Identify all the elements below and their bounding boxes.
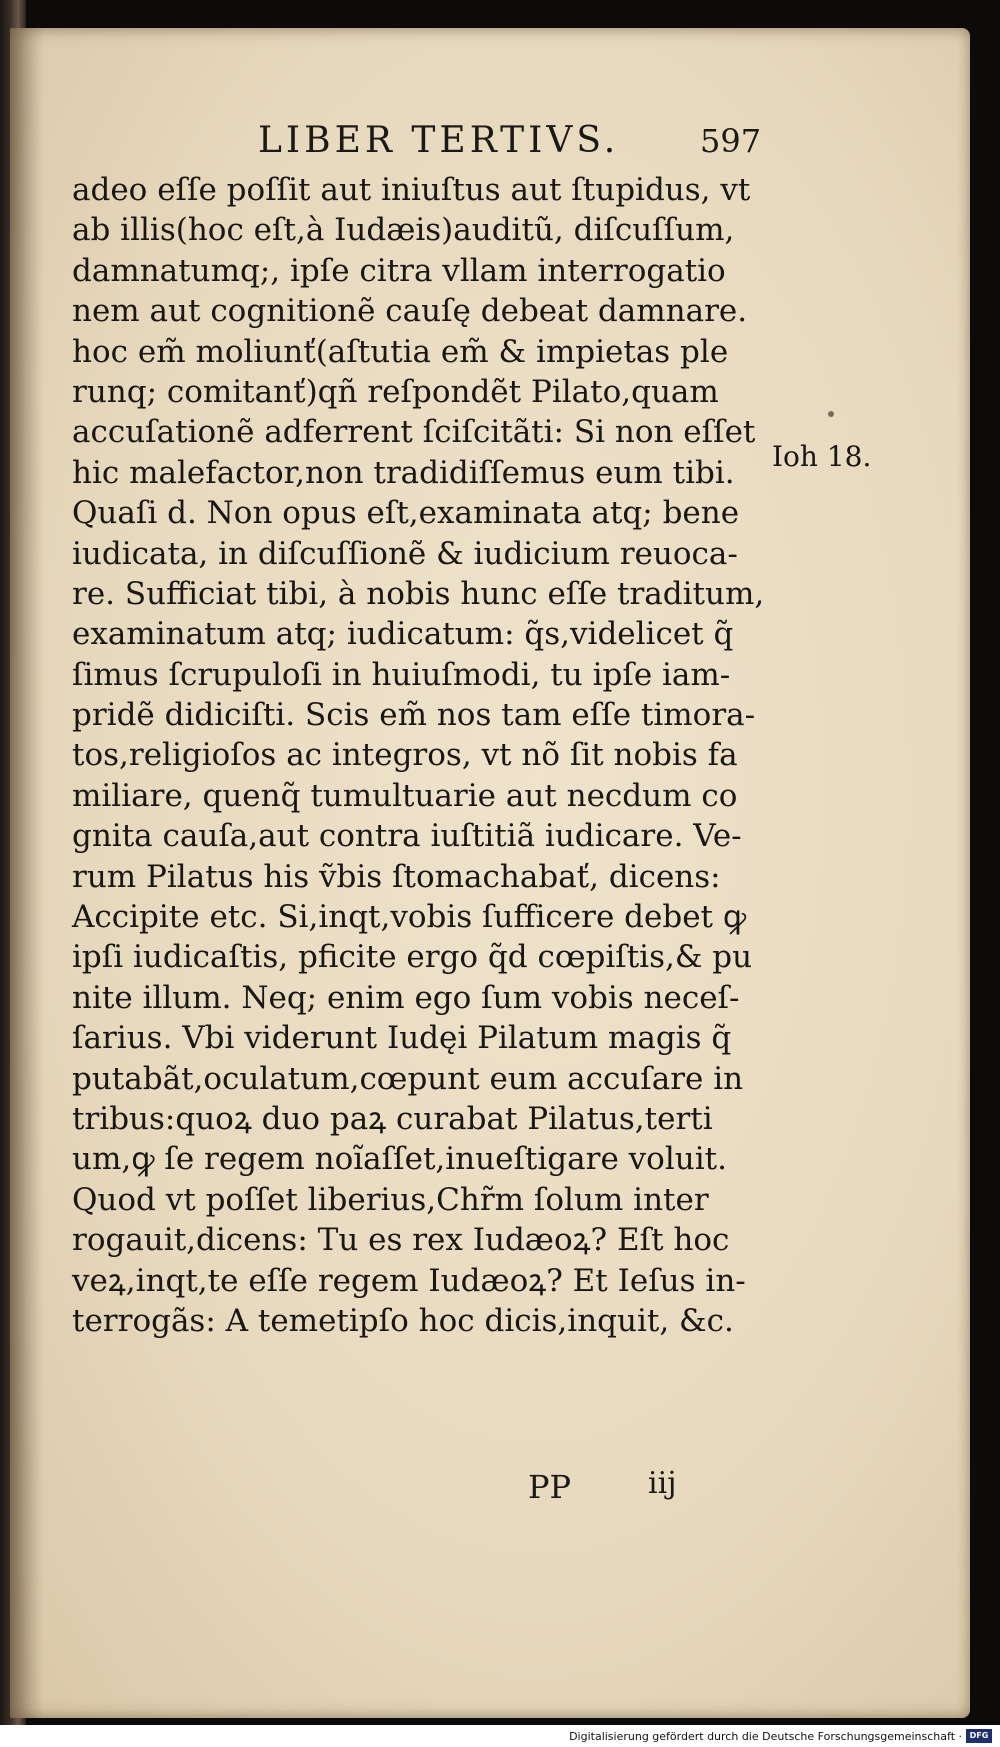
- text-line: ipſi iudicaſtis, pficite ergo q̃d cœpiſtis,& pu: [72, 939, 753, 976]
- text-line: putabãt,oculatum,cœpunt eum accuſare in: [72, 1060, 744, 1097]
- text-line: hic malefactor,non tradidiſſemus eum tibi.: [72, 454, 735, 491]
- footer-credit: Digitalisierung gefördert durch die Deutsche Forschungsgemeinschaft ·: [569, 1730, 962, 1743]
- text-line: runq; comitanť)qñ reſpondẽt Pilato,quam: [72, 373, 719, 410]
- page-header: [0, 120, 1000, 160]
- text-line: ab illis(hoc eſt,à Iudæis)auditũ, diſcuſſum,: [72, 212, 735, 249]
- text-line: pridẽ didiciſti. Scis em̃ nos tam eſſe timora-: [72, 697, 756, 734]
- text-line: iudicata, in diſcuſſionẽ & iudicium reuoca-: [72, 535, 738, 572]
- text-line: rogauit,dicens: Tu es rex Iudæoꝝ? Eſt hoc: [72, 1222, 730, 1259]
- text-line: veꝝ,inqt,te eſſe regem Iudæoꝝ? Et Ieſus in-: [72, 1262, 746, 1299]
- body-text: [72, 170, 765, 1341]
- text-line: ſimus ſcrupuloſi in huiuſmodi, tu ipſe iam-: [72, 656, 731, 693]
- text-line: accuſationẽ adferrent ſciſcitãti: Si non eſſet: [72, 414, 756, 451]
- text-line: terrogãs: A temetipſo hoc dicis,inquit, &c.: [72, 1302, 734, 1339]
- text-line: Quod vt poſſet liberius,Chr̃m ſolum inter: [72, 1181, 709, 1218]
- text-line: rum Pilatus his ṽbis ſtomachabať, dicens:: [72, 858, 721, 895]
- text-line: Quaſi d. Non opus eſt,examinata atq; bene: [72, 495, 740, 532]
- text-line: nem aut cognitionẽ cauſę debeat damnare.: [72, 293, 748, 330]
- running-head: LIBER TERTIVS.: [258, 120, 620, 161]
- text-line: examinatum atq; iudicatum: q̃s,videlicet q̃: [72, 616, 734, 653]
- text-line: adeo eſſe poſſit aut iniuſtus aut ſtupidus, vt: [72, 172, 751, 208]
- page-number: 597: [700, 122, 762, 160]
- dfg-logo: DFG: [966, 1729, 992, 1743]
- leaf-mark: iij: [648, 1466, 677, 1501]
- text-line: um,ꝙ ſe regem noı̃aſſet,inueſtigare voluit.: [72, 1141, 727, 1178]
- text-line: hoc em̃ moliunť(aſtutia em̃ & impietas ple: [72, 333, 729, 370]
- text-line: ſarius. Vbi viderunt Iudęi Pilatum magis q̃: [72, 1020, 732, 1057]
- ink-speck: [828, 411, 834, 417]
- text-line: miliare, quenq̃ tumultuarie aut necdum co: [72, 777, 738, 814]
- text-line: tribus:quoꝝ duo paꝝ curabat Pilatus,terti: [72, 1100, 713, 1137]
- text-line: gnita cauſa,aut contra iuſtitiã iudicare. Ve-: [72, 818, 742, 855]
- gutter-shadow: [10, 28, 44, 1718]
- text-line: Accipite etc. Si,inqt,vobis ſufficere debet ꝙ: [72, 899, 747, 936]
- signature-mark: PP: [528, 1468, 572, 1506]
- text-line: re. Sufficiat tibi, à nobis hunc eſſe traditum,: [72, 575, 765, 612]
- text-line: damnatumq;, ipſe citra vllam interrogatio: [72, 252, 726, 289]
- text-line: tos,religioſos ac integros, vt nõ ſit nobis fa: [72, 737, 738, 774]
- text-line: nite illum. Neq; enim ego ſum vobis neceſ-: [72, 979, 740, 1016]
- margin-note: Ioh 18.: [772, 440, 872, 473]
